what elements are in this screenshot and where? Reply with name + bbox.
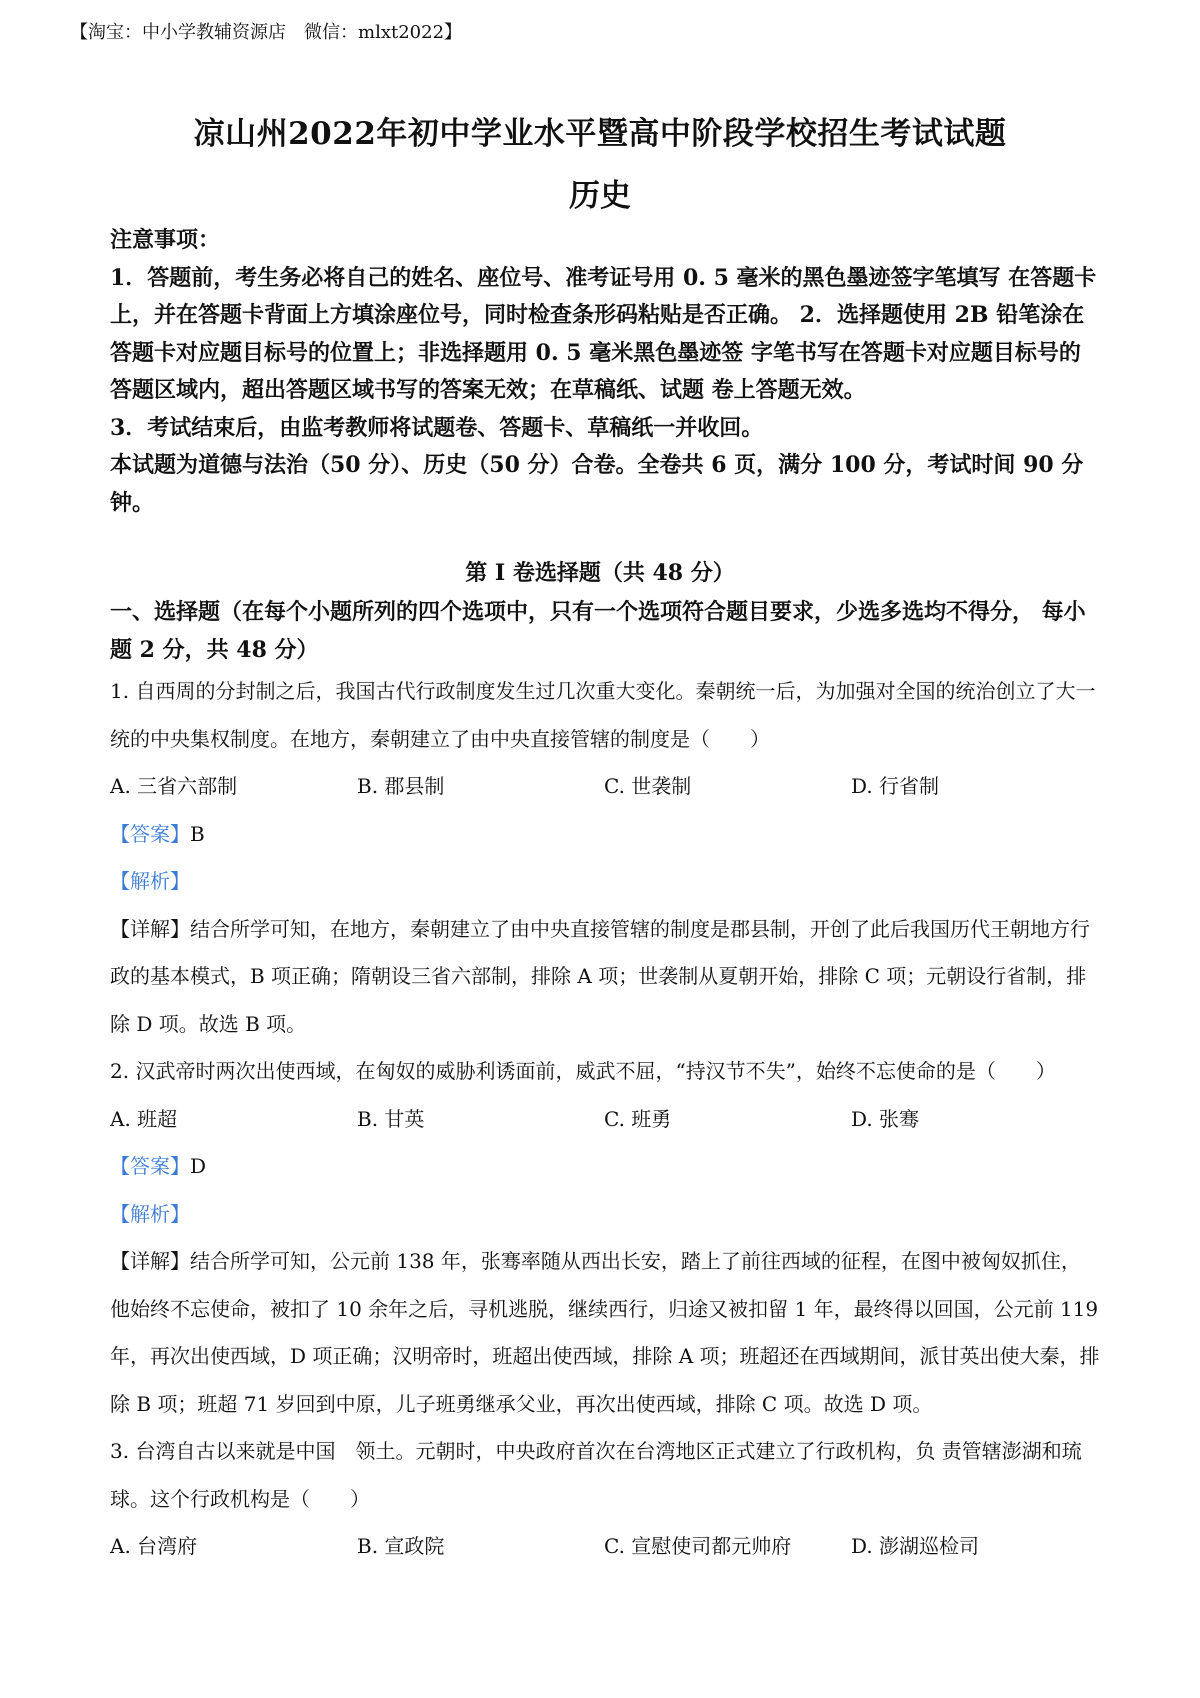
question-1-option-d: D. 行省制: [851, 774, 940, 798]
detail-text: 结合所学可知，在地方，秦朝建立了由中央直接管辖的制度是郡县制，开创了此后我国历代王朝地方行政的基本模式，B 项正确；隋朝设三省六部制，排除 A 项；世袭制从夏朝开始，排除 C 项；元朝设行省制，排除 D 项。故选 B 项。: [110, 916, 1090, 1036]
notice-heading: 注意事项：: [110, 227, 221, 253]
question-3-option-b: B. 宣政院: [357, 1534, 445, 1558]
answer-label: 【答案】: [110, 1154, 190, 1178]
detail-label: 【详解】: [110, 1249, 190, 1273]
question-1-option-b: B. 郡县制: [357, 774, 445, 798]
answer-value: D: [190, 1154, 207, 1178]
answer-value: B: [190, 821, 205, 846]
subject-title: 历史: [569, 178, 631, 214]
analysis-label: 【解析】: [110, 869, 190, 893]
question-2-options: [110, 1096, 1100, 1144]
question-1-option-c: C. 世袭制: [604, 774, 692, 798]
question-2-analysis: [110, 1191, 1100, 1239]
question-1-stem: 1. 自西周的分封制之后，我国古代行政制度发生过几次重大变化。秦朝统一后，为加强对全国的统治创立了大一统的中央集权制度。在地方，秦朝建立了由中央直接管辖的制度是（ ）: [110, 679, 1096, 751]
question-2-option-b: B. 甘英: [357, 1106, 425, 1131]
header-note: 【淘宝：中小学教辅资源店 微信：mlxt2022】: [70, 22, 463, 43]
notice-block: [110, 222, 1100, 522]
question-1-option-a: A. 三省六部制: [110, 774, 238, 798]
question-2-option-c: C. 班勇: [604, 1106, 672, 1131]
questions-list: [110, 668, 1100, 1571]
question-3-stem: 3. 台湾自古以来就是中国 领土。元朝时，中央政府首次在台湾地区正式建立了行政机构，负 责管辖澎湖和琉球。这个行政机构是（ ）: [110, 1439, 1082, 1511]
page-title: 凉山州2022年初中学业水平暨高中阶段学校招生考试试题: [193, 116, 1007, 152]
question-2-answer: [110, 1143, 1100, 1191]
detail-label: 【详解】: [110, 916, 190, 941]
question-3-options: [110, 1523, 1100, 1571]
question-3-option-a: A. 台湾府: [110, 1534, 198, 1558]
analysis-label: 【解析】: [110, 1201, 190, 1226]
question-2-detail: [110, 1238, 1100, 1428]
question-1-analysis: [110, 858, 1100, 906]
notice-item-1-2: 1．答题前，考生务必将自己的姓名、座位号、准考证号用 0. 5 毫米的黑色墨迹签字笔填写 在答题卡上，并在答题卡背面上方填涂座位号，同时检查条形码粘贴是否正确。 2．选择题使用 2B 铅笔涂在答题卡对应题目标号的位置上；非选择题用 0. 5 毫米黑色墨迹签 字笔书写在答题卡对应题目标号的答题区域内，超出答题区域书写的答案无效；在草稿纸、试题 卷上答题无效。: [110, 264, 1097, 403]
question-1-options: [110, 763, 1100, 811]
answer-label: 【答案】: [110, 821, 190, 846]
notice-item-3: 3．考试结束后，由监考教师将试题卷、答题卡、草稿纸一并收回。: [110, 414, 764, 441]
question-2-stem: 2. 汉武帝时两次出使西域，在匈奴的威胁利诱面前，威武不屈，“持汉节不失”，始终不忘使命的是（ ）: [110, 1059, 1056, 1083]
section-title: 第 I 卷选择题（共 48 分）: [465, 560, 735, 586]
question-2-option-a: A. 班超: [110, 1106, 178, 1131]
question-1-answer: [110, 811, 1100, 859]
question-3-option-d: D. 澎湖巡检司: [851, 1534, 980, 1558]
part-heading: 一、选择题（在每个小题所列的四个选项中，只有一个选项符合题目要求，少选多选均不得分， 每小题 2 分，共 48 分）: [110, 599, 1086, 663]
question-1-detail: [110, 906, 1100, 1049]
notice-summary: 本试题为道德与法治（50 分）、历史（50 分）合卷。全卷共 6 页，满分 100 分，考试时间 90 分钟。: [110, 452, 1084, 516]
detail-text: 结合所学可知，公元前 138 年，张骞率随从西出长安，踏上了前往西域的征程，在图中被匈奴抓住，他始终不忘使命，被扣了 10 余年之后，寻机逃脱，继续西行，归途又被扣留 1 年，最终得以回国，公元前 119 年，再次出使西域，D 项正确；汉明帝时，班超出使西域，排除 A 项；班超还在西域期间，派甘英出使大秦，排除 B 项；班超 71 岁回到中原，儿子班勇继承父业，再次出使西域，排除 C 项。故选 D 项。: [110, 1249, 1100, 1416]
question-2-option-d: D. 张骞: [851, 1106, 920, 1131]
question-3-option-c: C. 宣慰使司都元帅府: [604, 1534, 792, 1558]
